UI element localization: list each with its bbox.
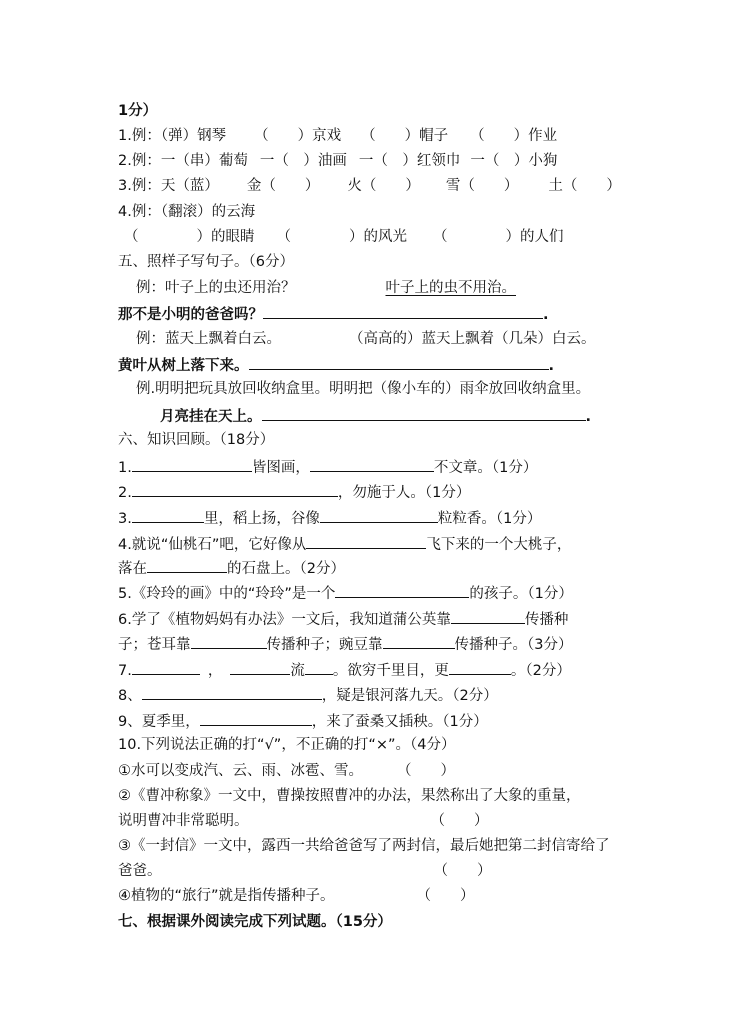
s6-j1-text: ①水可以变成汽、云、雨、冰雹、雪。	[118, 763, 363, 779]
s6-item-6	[118, 608, 568, 630]
s6-i3-mid: 里，稻上扬，谷像	[203, 511, 320, 527]
s6-i6-mid: 传播种	[524, 612, 569, 628]
s5-question-3	[160, 405, 591, 427]
s6-j4-text: ④植物的“旅行”就是指传播种子。	[118, 888, 335, 904]
score-tail: 1分）	[118, 103, 158, 119]
s6-item-5	[118, 582, 573, 604]
q1-l1-b: （ ）帽子	[361, 128, 449, 144]
s6-item-8	[118, 684, 498, 706]
s6-i6-e: 传播种子。（3分）	[454, 637, 573, 653]
s6-j1-paren[interactable]: （ ）	[397, 763, 455, 779]
q1-l3-c: 雪（ ）	[445, 178, 519, 194]
s6-i7-blank-d[interactable]	[449, 659, 511, 675]
s6-i4-c: 落在	[118, 561, 147, 577]
s6-i9-blank[interactable]	[200, 710, 312, 726]
s5-q2-text: 黄叶从树上落下来。	[118, 358, 249, 374]
s6-i7-flow: 流	[290, 663, 305, 679]
q1-line2	[118, 151, 557, 171]
q1-l1-a: （ ）京戏	[254, 128, 342, 144]
s6-i6-blank-a[interactable]	[451, 608, 525, 624]
q1-line4: 4.例：（翻滚）的云海	[118, 204, 256, 220]
s5-q3-blank[interactable]	[262, 405, 586, 421]
s6-judge-2: ②《曹冲称象》一文中，曹操按照曹冲的办法，果然称出了大象的重量，	[118, 788, 581, 804]
s6-i3-tail: 粒粒香。（1分）	[437, 511, 542, 527]
s6-item-4-cont	[118, 557, 345, 579]
q1-l2-b: 一（ ）红领巾	[358, 153, 461, 169]
s5-ex2-result: （高高的）蓝天上飘着（几朵）白云。	[349, 331, 596, 347]
q1-l5-a: （ ）的眼睛	[124, 229, 255, 245]
s6-i4-d: 的石盘上。（2分）	[227, 561, 345, 577]
s5-q3-dot: .	[585, 409, 592, 425]
section-7-heading: 七、根据课外阅读完成下列试题。（15分）	[118, 914, 392, 930]
s6-j4-paren[interactable]: （ ）	[416, 888, 475, 904]
s6-i7-mid: 。欲穷千里目，更	[332, 663, 449, 679]
q1-l2-a: 一（ ）油画	[259, 153, 347, 169]
q1-line1	[118, 126, 557, 146]
s6-i6-blank-c[interactable]	[383, 633, 455, 649]
s6-judge-3-cont	[118, 861, 492, 881]
s6-judge-4	[118, 886, 475, 906]
s6-i9-tail: ，来了蚕桑又插秧。（1分）	[311, 714, 488, 730]
s6-j2-paren[interactable]: （ ）	[430, 813, 489, 829]
s5-q1-dot: .	[543, 307, 549, 323]
q1-l5-b: （ ）的风光	[276, 229, 407, 245]
s6-i5-blank[interactable]	[335, 582, 469, 598]
s5-ex1-answer: 叶子上的虫不用治。	[385, 280, 516, 296]
s5-q2-blank[interactable]	[249, 354, 549, 370]
s5-example-3: 例.明明把玩具放回收纳盒里。明明把（像小车的）雨伞放回收纳盒里。	[136, 381, 591, 397]
q1-line3	[118, 176, 621, 196]
s6-i4-blank-a[interactable]	[306, 533, 426, 549]
s6-i7-tail: 。（2分）	[510, 663, 571, 679]
s6-i7-blank-c[interactable]	[305, 659, 333, 675]
s6-i3-blank-a[interactable]	[132, 507, 204, 523]
s6-i3-num: 3.	[118, 511, 132, 527]
s6-item-9	[118, 710, 488, 732]
q1-l3-a: 金（ ）	[246, 178, 320, 194]
s6-i4-blank-b[interactable]	[147, 557, 227, 573]
q1-l2-c: 一（ ）小狗	[470, 153, 558, 169]
s5-q1-blank[interactable]	[263, 303, 543, 319]
s6-i7-num: 7.	[118, 663, 132, 679]
s6-i6-blank-b[interactable]	[191, 633, 267, 649]
s5-q1-text: 那不是小明的爸爸吗？	[118, 307, 263, 323]
s6-i1-mid: 皆图画，	[251, 460, 310, 476]
q1-l2-example: 2.例：一（串）葡萄	[118, 153, 248, 169]
q1-l5-c: （ ）的人们	[433, 229, 564, 245]
s6-i9-text: 9、夏季里，	[118, 714, 200, 730]
s5-q2-dot: .	[548, 358, 555, 374]
s6-i1-blank-a[interactable]	[132, 456, 252, 472]
s6-judge-2-cont	[118, 811, 489, 831]
s6-i2-num: 2.	[118, 485, 132, 501]
s6-i8-num: 8、	[118, 688, 142, 704]
s6-item-1	[118, 456, 537, 478]
s6-i7-comma: ，	[207, 663, 223, 679]
s6-item-4	[118, 533, 571, 555]
s6-item-3	[118, 507, 541, 529]
s5-example-1	[136, 278, 516, 298]
s6-i4-mid: 飞下来的一个大桃子，	[426, 537, 572, 553]
s6-i7-blank-b[interactable]	[230, 659, 290, 675]
section-5-heading: 五、照样子写句子。（6分）	[118, 254, 294, 270]
s6-i2-blank[interactable]	[132, 481, 338, 497]
s6-i6-text: 6.学了《植物妈妈有办法》一文后，我知道蒲公英靠	[118, 612, 451, 628]
s6-judge-1	[118, 761, 455, 781]
q1-l3-d: 土（ ）	[548, 178, 621, 194]
s6-j3-paren[interactable]: （ ）	[433, 863, 492, 879]
s6-item-10: 10.下列说法正确的打“√”，不正确的打“×”。（4分）	[118, 737, 456, 753]
s6-i6-d: 传播种子；豌豆靠	[266, 637, 383, 653]
s6-i1-tail: 不文章。（1分）	[433, 460, 538, 476]
s6-item-6-cont	[118, 633, 572, 655]
s5-question-1	[118, 303, 549, 325]
s6-i5-tail: 的孩子。（1分）	[469, 586, 573, 602]
s6-i7-blank-a[interactable]	[132, 659, 200, 675]
q1-l1-c: （ ）作业	[470, 128, 558, 144]
q1-l3-example: 3.例：天（蓝）	[118, 178, 219, 194]
q1-l1-example: 1.例：（弹）钢琴	[118, 128, 227, 144]
section-6-heading: 六、知识回顾。（18分）	[118, 432, 275, 448]
s6-judge-3: ③《一封信》一文中，露西一共给爸爸写了两封信，最后她把第二封信寄给了	[118, 838, 610, 854]
s5-q3-text: 月亮挂在天上。	[160, 409, 262, 425]
s6-i6-c: 子；苍耳靠	[118, 637, 191, 653]
s5-ex2-source: 例：蓝天上飘着白云。	[136, 331, 281, 347]
s6-i8-tail: ，疑是银河落九天。（2分）	[321, 688, 498, 704]
s6-i8-blank[interactable]	[142, 684, 322, 700]
s5-question-2	[118, 354, 554, 376]
s6-j2-text2: 说明曹冲非常聪明。	[118, 813, 249, 829]
s6-i5-text: 5.《玲玲的画》中的“玲玲”是一个	[118, 586, 336, 602]
s6-i1-blank-b[interactable]	[310, 456, 434, 472]
q1-l3-b: 火（ ）	[347, 178, 420, 194]
s6-i3-blank-b[interactable]	[320, 507, 438, 523]
s6-item-2	[118, 481, 470, 503]
s6-i4-text: 4.就说“仙桃石”吧，它好像从	[118, 537, 307, 553]
s6-i2-tail: ，勿施于人。（1分）	[337, 485, 471, 501]
s6-item-7	[118, 659, 571, 681]
s5-ex1-question: 例：叶子上的虫还用治？	[136, 280, 296, 296]
s6-i1-num: 1.	[118, 460, 132, 476]
s6-j3-text2: 爸爸。	[118, 863, 162, 879]
q1-line5	[124, 227, 564, 247]
s5-example-2	[136, 329, 596, 349]
